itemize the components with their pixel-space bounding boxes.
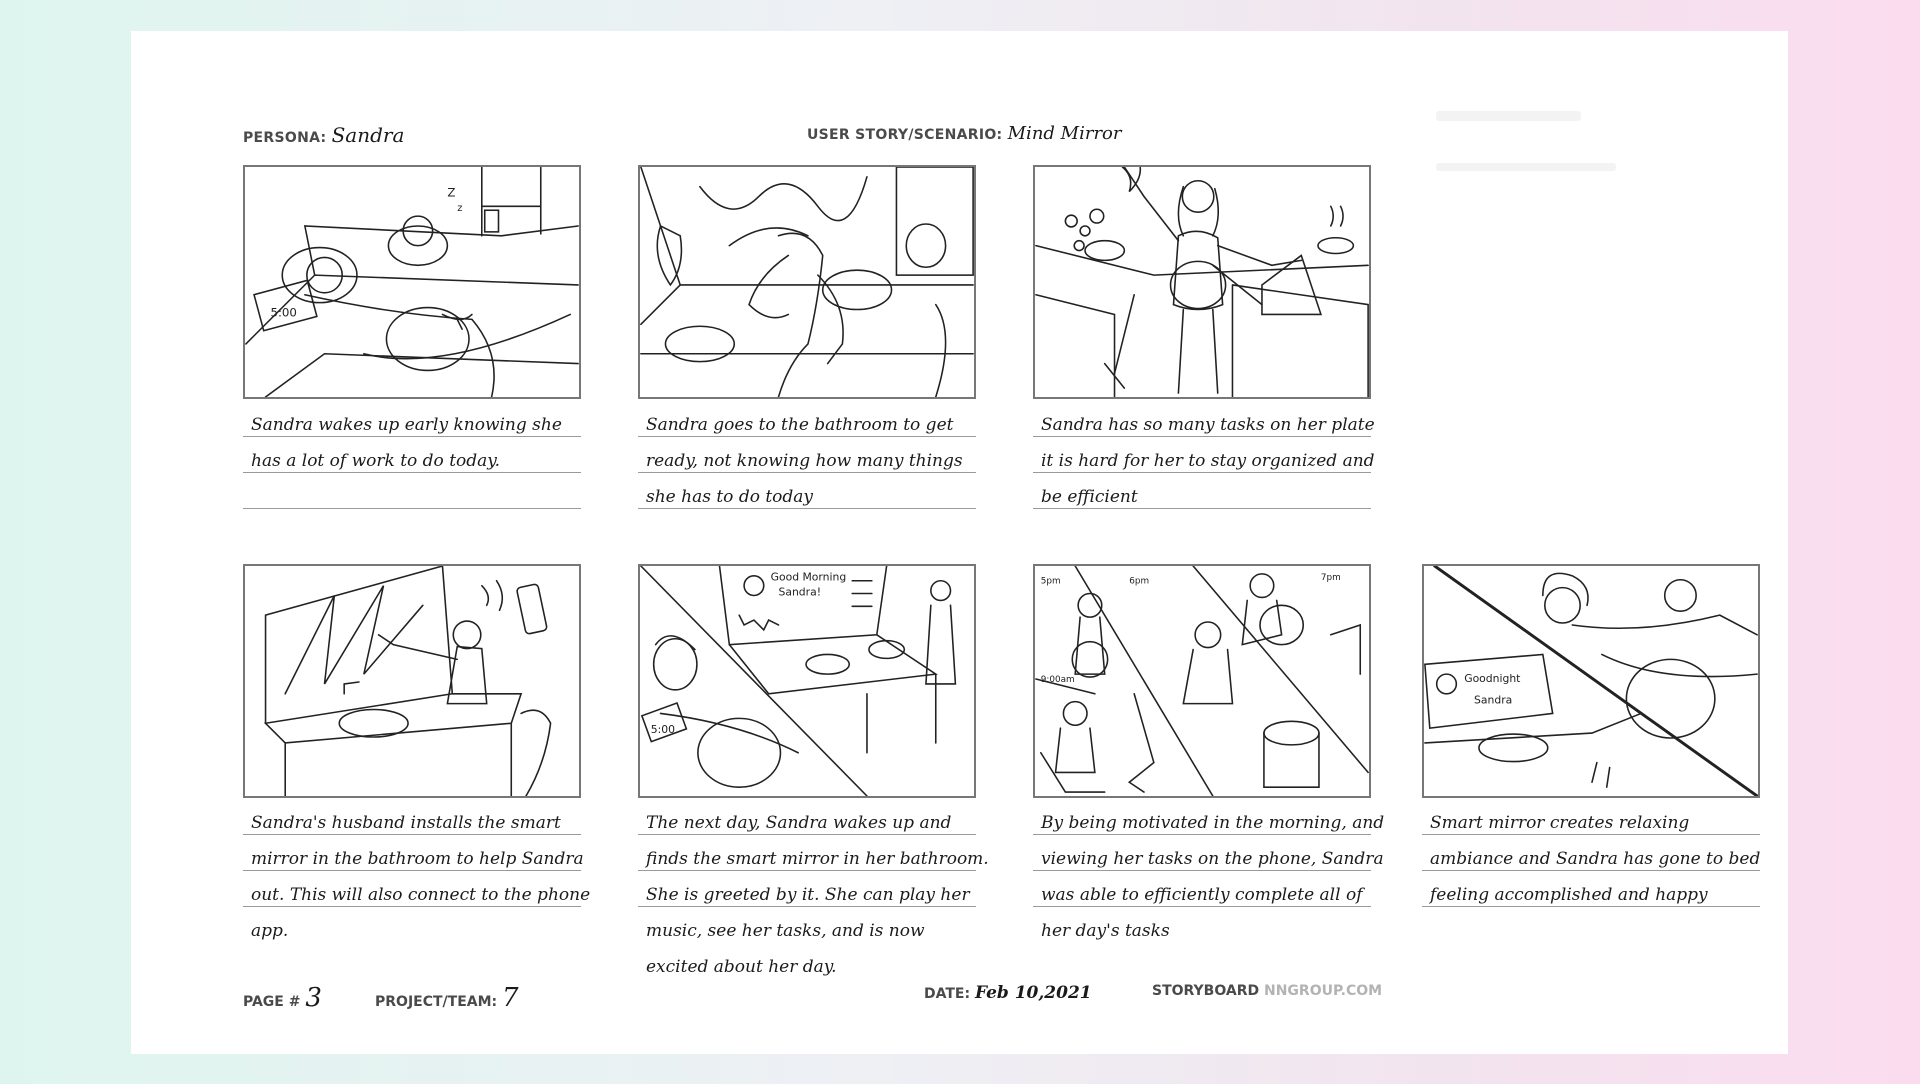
storyboard-frame-1 — [243, 165, 581, 399]
project-team-field — [375, 983, 519, 1013]
brand-label: STORYBOARD — [1152, 983, 1260, 999]
persona-label: PERSONA: — [243, 130, 327, 146]
storyboard-frame-4 — [243, 564, 581, 798]
caption-text: Sandra goes to the bathroom to get ready, not knowing how many things she has to do today — [646, 415, 969, 507]
caption-text: Sandra has so many tasks on her plate it is hard for her to stay organized and be efficient — [1041, 415, 1381, 507]
scene-sleep-label: Z — [447, 185, 456, 200]
faint-placeholder — [1436, 111, 1581, 121]
sketch-bathroom — [640, 167, 974, 397]
brand-footer — [1152, 983, 1382, 999]
caption-area-2 — [638, 407, 976, 537]
scene-clock-label: 5:00 — [650, 723, 675, 737]
caption-text: Sandra wakes up early knowing she has a lot of work to do today. — [251, 415, 568, 471]
mirror-greeting-text: Good Morning — [770, 570, 847, 584]
date-field — [924, 983, 1092, 1003]
date-label: DATE: — [924, 986, 971, 1002]
date-value: Feb 10,2021 — [974, 983, 1092, 1003]
caption-text: By being motivated in the morning, and viewing her tasks on the phone, Sandra was able to efficiently complete all of her day's tasks — [1041, 813, 1390, 941]
persona-field — [243, 123, 404, 147]
brand-site: NNGROUP.COM — [1264, 983, 1383, 999]
storyboard-frame-3 — [1033, 165, 1371, 399]
scenario-value: Mind Mirror — [1007, 123, 1122, 144]
sketch-husband-installs — [245, 566, 579, 796]
caption-area-5 — [638, 805, 995, 977]
storyboard-frame-7 — [1422, 564, 1760, 798]
caption-area-4 — [243, 805, 596, 941]
sketch-waking-up — [245, 167, 579, 397]
scene-time-label: 6pm — [1129, 576, 1150, 587]
storyboard-frame-6 — [1033, 564, 1371, 798]
sketch-busy-tasks — [1035, 167, 1369, 397]
caption-text: Smart mirror creates relaxing ambiance and Sandra has gone to bed feeling accomplished and happy — [1430, 813, 1766, 905]
caption-text: The next day, Sandra wakes up and finds the smart mirror in her bathroom. She is greeted by it. She can play her music, see her tasks, and is now excited about her day. — [646, 813, 995, 977]
storyboard-sheet — [131, 31, 1788, 1054]
scenario-label: USER STORY/SCENARIO: — [807, 127, 1003, 143]
persona-value: Sandra — [331, 123, 405, 147]
project-value: 7 — [502, 983, 519, 1013]
caption-area-3 — [1033, 407, 1381, 537]
caption-area-1 — [243, 407, 581, 537]
sketch-productive-day — [1035, 566, 1369, 796]
caption-area-7 — [1422, 805, 1766, 935]
scene-time-label: 7pm — [1320, 572, 1341, 583]
page-label: PAGE # — [243, 994, 301, 1010]
mirror-greeting-name: Sandra — [1474, 693, 1513, 707]
scene-sleep-label: z — [457, 203, 463, 215]
project-label: PROJECT/TEAM: — [375, 994, 498, 1010]
scene-clock-label: 5:00 — [270, 305, 297, 320]
faint-placeholder — [1436, 163, 1616, 171]
storyboard-frame-2 — [638, 165, 976, 399]
page-value: 3 — [305, 983, 322, 1013]
sketch-mirror-greeting — [640, 566, 974, 796]
caption-area-6 — [1033, 805, 1390, 941]
sketch-goodnight — [1424, 566, 1758, 796]
scene-time-label: 9:00am — [1040, 674, 1075, 685]
mirror-greeting-text: Goodnight — [1464, 671, 1521, 685]
scenario-field — [807, 123, 1122, 144]
mirror-greeting-name: Sandra! — [778, 585, 822, 599]
storyboard-frame-5 — [638, 564, 976, 798]
page-number-field — [243, 983, 322, 1013]
caption-text: Sandra's husband installs the smart mirror in the bathroom to help Sandra out. This will also connect to the phone app. — [251, 813, 596, 941]
scene-time-label: 5pm — [1040, 576, 1061, 587]
